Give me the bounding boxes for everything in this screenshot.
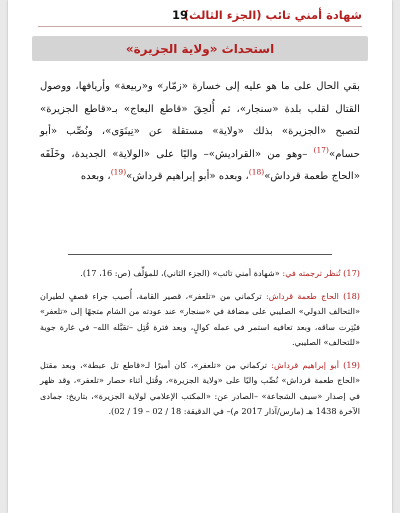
body-text-segment: –وهو من «القراديش»– واليًا على «الولاية» الجديدة، وخَلَفَه «الحاج طعمة قرداش» bbox=[40, 148, 360, 182]
body-text bbox=[40, 76, 360, 189]
footnote-label: أبو إبراهيم قرداش: bbox=[267, 359, 344, 370]
body-text-segment: بقي الحال على ما هو عليه إلى خسارة «زمّار» و«ربيعة» وأريافها، ووصول القتال لقلب بلدة «سنجار»، ثم أُلحِقَ «قاطع البعاج» بـ«قاطع الجزيرة» لتصبح «الجزيرة» بذلك «ولاية» مستقلة عن «نِينَوَى»، ونُصِّب «أبو حسام» bbox=[40, 81, 360, 160]
body-paragraph bbox=[40, 76, 360, 189]
page-number: 19 bbox=[172, 8, 189, 22]
footnote-number: (19) bbox=[343, 359, 360, 370]
footnote-ref-18[interactable]: (18) bbox=[248, 167, 265, 177]
footnote-19 bbox=[40, 358, 360, 420]
section-heading-box bbox=[32, 36, 368, 61]
footnote-text: تركماني من «تلعفر»، قصير القامة، أُصيب جراء قصفٍ لطيران «التحالف الدولي» الصليبي على مضافة في «سنجار» عند عودته من الشام متجهًا إلى «تلعفر» فبُتِرت ساقه، وبعد تعافيه استمر في عمله كوالٍ، وبعد فترة قُتِل –تقبَّله الله– في غارة جوية «للتحالف» الصليبي. bbox=[40, 290, 360, 347]
section-title: استحداث «ولاية الجزيرة» bbox=[125, 41, 275, 56]
document-page bbox=[8, 0, 392, 513]
footnote-17 bbox=[40, 266, 360, 282]
footnote-text: «شهادة أمني تائب» (الجزء الثاني)، للمؤلِّف (ص: 16، 17). bbox=[80, 268, 280, 278]
header-divider bbox=[38, 26, 362, 27]
body-text-segment: ، وبعده «أبو إبراهيم قرداش» bbox=[126, 171, 249, 182]
body-text-segment: ، وبعده bbox=[80, 171, 111, 182]
running-title: شهادة أمني تائب (الجزء الثالث) bbox=[183, 8, 362, 22]
footnote-label: تُنظر ترجمته في: bbox=[279, 268, 344, 278]
running-header bbox=[38, 8, 362, 28]
footnote-number: (17) bbox=[343, 268, 360, 278]
footnotes-divider bbox=[68, 254, 332, 255]
footnote-number: (18) bbox=[343, 290, 360, 301]
footnotes bbox=[40, 266, 360, 427]
footnote-ref-19[interactable]: (19) bbox=[110, 167, 127, 177]
footnote-18 bbox=[40, 289, 360, 351]
footnote-text: تركماني من «تلعفر»، كان أميرًا لـ«قاطع تل عبطة»، وبعد مقتل «الحاج طعمة قرداش» نُصِّب واليًا على «ولاية الجزيرة»، وقُتل أثناء حصار «تلعفر»، وقد ظهر في إصدار «سيف الشجاعة» –الصادر عن: «المكتب الإعلامي لولاية الجزيرة»، بتاريخ: جمادى الآخرة 1438 هـ (مارس/آذار 2017 م)– في الدقيقة: 18 / 02 – 19 / 02). bbox=[40, 359, 360, 416]
footnote-ref-17[interactable]: (17) bbox=[313, 145, 329, 155]
footnote-label: الحاج طعمة قرداش: bbox=[261, 290, 344, 301]
